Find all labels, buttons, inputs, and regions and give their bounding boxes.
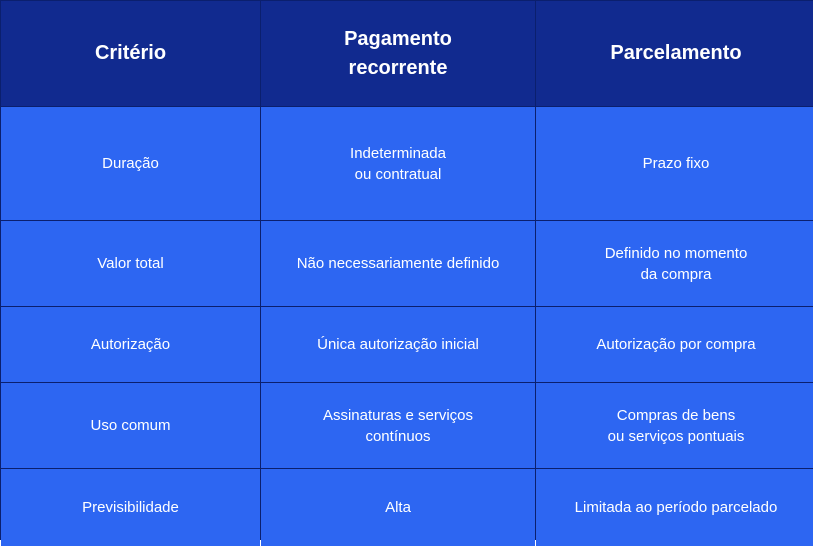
row-previsibilidade-recorrente: Alta	[261, 469, 535, 546]
row-autorizacao-parcelamento: Autorização por compra	[536, 307, 813, 382]
row-previsibilidade-parcelamento: Limitada ao período parcelado	[536, 469, 813, 546]
header-pagamento-recorrente: Pagamento recorrente	[261, 1, 535, 106]
row-valor-total-criterio: Valor total	[1, 221, 260, 306]
row-uso-comum-criterio: Uso comum	[1, 383, 260, 468]
row-autorizacao-recorrente: Única autorização inicial	[261, 307, 535, 382]
row-autorizacao-criterio: Autorização	[1, 307, 260, 382]
row-valor-total-recorrente: Não necessariamente definido	[261, 221, 535, 306]
header-criterio: Critério	[1, 1, 260, 106]
row-valor-total-parcelamento: Definido no momento da compra	[536, 221, 813, 306]
row-duracao-parcelamento: Prazo fixo	[536, 107, 813, 220]
row-duracao-recorrente: Indeterminada ou contratual	[261, 107, 535, 220]
row-duracao-criterio: Duração	[1, 107, 260, 220]
header-parcelamento: Parcelamento	[536, 1, 813, 106]
row-uso-comum-parcelamento: Compras de bens ou serviços pontuais	[536, 383, 813, 468]
row-uso-comum-recorrente: Assinaturas e serviços contínuos	[261, 383, 535, 468]
row-previsibilidade-criterio: Previsibilidade	[1, 469, 260, 546]
